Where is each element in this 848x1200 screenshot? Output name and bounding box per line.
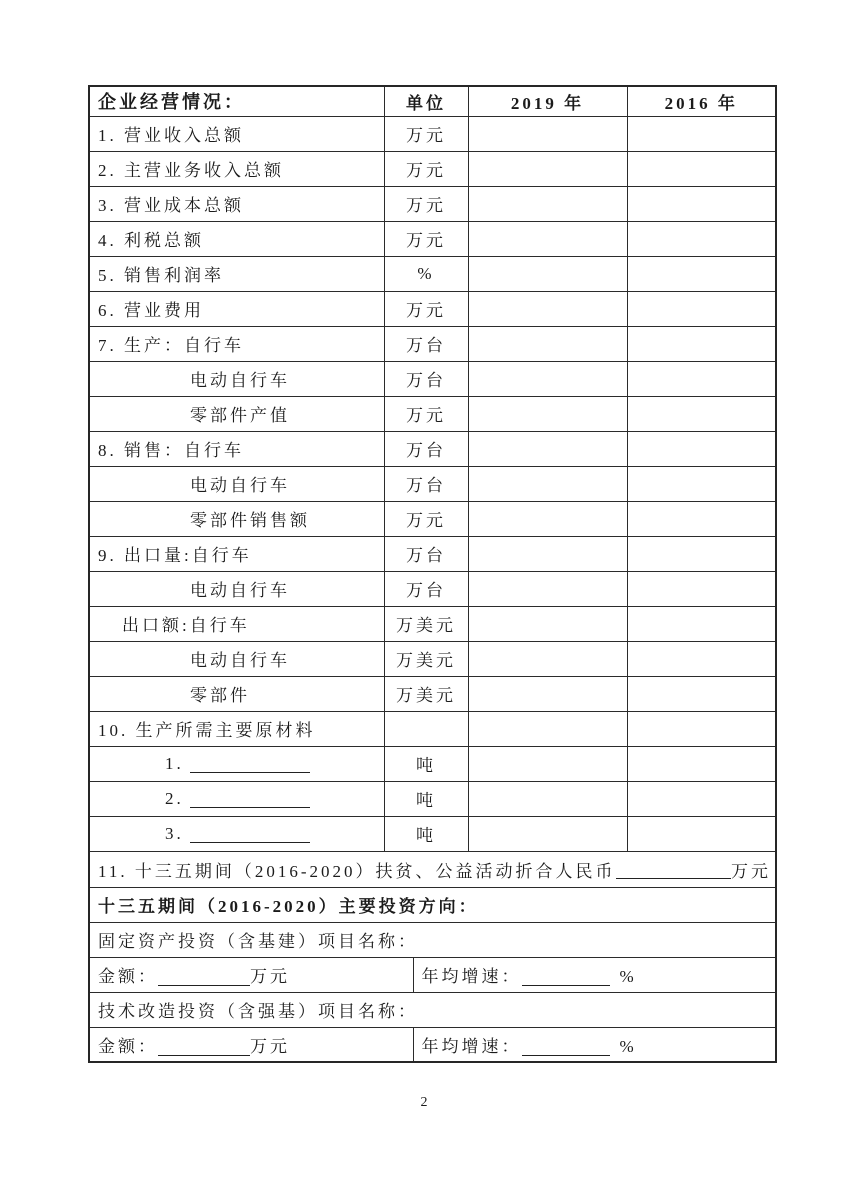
row-label: 9. 出口量:自行车	[89, 536, 384, 571]
row-label: 7. 生产：自行车	[89, 326, 384, 361]
table-row	[89, 291, 776, 326]
value-cell-2019	[468, 256, 627, 291]
unit-cell: 万台	[384, 571, 468, 606]
value-cell-2016	[627, 116, 776, 151]
growth-label: 年均增速：	[421, 1036, 522, 1056]
item11-row	[89, 851, 776, 887]
unit-cell: 万元	[384, 291, 468, 326]
row-label: 出口额:自行车	[89, 606, 384, 641]
header-title: 企业经营情况：	[89, 86, 384, 116]
row-label: 10. 生产所需主要原材料	[89, 711, 384, 746]
unit-cell: 万元	[384, 221, 468, 256]
row-label: 零部件产值	[89, 396, 384, 431]
amount-unit: 万元	[250, 1036, 290, 1056]
growth-unit: %	[619, 967, 637, 986]
header-2016: 2016 年	[627, 86, 776, 116]
unit-cell: 万台	[384, 361, 468, 396]
growth-blank-line	[522, 1039, 610, 1056]
value-cell-2019	[468, 221, 627, 256]
unit-cell: 万元	[384, 396, 468, 431]
tech-upgrade-row	[89, 992, 776, 1027]
material-row	[89, 781, 776, 816]
value-cell-2016	[627, 291, 776, 326]
row-label: 1. 营业收入总额	[89, 116, 384, 151]
amount-unit: 万元	[250, 967, 290, 986]
unit-cell: 万元	[384, 116, 468, 151]
table-row	[89, 361, 776, 396]
fixed-assets-label: 固定资产投资（含基建）项目名称：	[89, 922, 776, 957]
row-label: 4. 利税总额	[89, 221, 384, 256]
value-cell-2016	[627, 221, 776, 256]
value-cell-2016	[627, 256, 776, 291]
growth-label: 年均增速：	[421, 967, 522, 986]
table-row	[89, 711, 776, 746]
unit-cell: %	[384, 256, 468, 291]
value-cell-2016	[627, 536, 776, 571]
table-row	[89, 326, 776, 361]
row-label: 2. 主营业务收入总额	[89, 151, 384, 186]
material-label	[89, 781, 384, 816]
unit-cell: 吨	[384, 746, 468, 781]
row-label: 零部件	[89, 676, 384, 711]
value-cell-2016	[627, 151, 776, 186]
header-row	[89, 86, 776, 116]
value-cell-2016	[627, 746, 776, 781]
tech-upgrade-label: 技术改造投资（含强基）项目名称：	[89, 992, 776, 1027]
material-blank-line	[190, 826, 310, 843]
unit-cell: 万元	[384, 501, 468, 536]
table-row	[89, 571, 776, 606]
header-2019: 2019 年	[468, 86, 627, 116]
value-cell-2019	[468, 571, 627, 606]
business-situation-table	[88, 85, 777, 1063]
unit-cell: 万台	[384, 536, 468, 571]
amount-label: 金额：	[98, 967, 158, 986]
value-cell-2016	[627, 361, 776, 396]
value-cell-2016	[627, 396, 776, 431]
value-cell-2019	[468, 501, 627, 536]
table-row	[89, 151, 776, 186]
growth-cell	[413, 957, 776, 992]
value-cell-2019	[468, 396, 627, 431]
material-label	[89, 746, 384, 781]
value-cell-2019	[468, 536, 627, 571]
item11-cell	[89, 851, 776, 887]
value-cell-2016	[627, 781, 776, 816]
value-cell-2016	[627, 606, 776, 641]
table-row	[89, 676, 776, 711]
value-cell-2019	[468, 711, 627, 746]
table-row	[89, 221, 776, 256]
material-row	[89, 746, 776, 781]
row-label: 电动自行车	[89, 571, 384, 606]
amount-cell	[89, 1027, 413, 1062]
amount-blank-line	[158, 1039, 250, 1056]
table-row	[89, 606, 776, 641]
table-row	[89, 641, 776, 676]
investment-title-row	[89, 887, 776, 922]
value-cell-2019	[468, 641, 627, 676]
unit-cell: 万台	[384, 431, 468, 466]
row-label: 零部件销售额	[89, 501, 384, 536]
row-label: 电动自行车	[89, 361, 384, 396]
growth-blank-line	[522, 969, 610, 986]
value-cell-2019	[468, 816, 627, 851]
value-cell-2016	[627, 186, 776, 221]
unit-cell: 吨	[384, 816, 468, 851]
material-row	[89, 816, 776, 851]
material-label	[89, 816, 384, 851]
row-label: 3. 营业成本总额	[89, 186, 384, 221]
material-blank-line	[190, 791, 310, 808]
value-cell-2019	[468, 116, 627, 151]
value-cell-2019	[468, 676, 627, 711]
item11-blank-line	[616, 878, 731, 879]
amount-blank-line	[158, 969, 250, 986]
row-label: 6. 营业费用	[89, 291, 384, 326]
table-row	[89, 466, 776, 501]
value-cell-2016	[627, 816, 776, 851]
value-cell-2019	[468, 291, 627, 326]
value-cell-2019	[468, 151, 627, 186]
value-cell-2016	[627, 641, 776, 676]
row-label: 电动自行车	[89, 466, 384, 501]
material-blank-line	[190, 756, 310, 773]
amount-cell	[89, 957, 413, 992]
item11-text: 11. 十三五期间（2016-2020）扶贫、公益活动折合人民币	[98, 861, 616, 881]
material-number: 1.	[165, 753, 184, 773]
value-cell-2016	[627, 571, 776, 606]
unit-cell	[384, 711, 468, 746]
table-row	[89, 396, 776, 431]
unit-cell: 万美元	[384, 606, 468, 641]
table-row	[89, 186, 776, 221]
unit-cell: 万台	[384, 466, 468, 501]
value-cell-2019	[468, 361, 627, 396]
unit-cell: 吨	[384, 781, 468, 816]
row-label: 5. 销售利润率	[89, 256, 384, 291]
header-unit: 单位	[384, 86, 468, 116]
row-label: 电动自行车	[89, 641, 384, 676]
value-cell-2019	[468, 606, 627, 641]
table-row	[89, 256, 776, 291]
table-row	[89, 501, 776, 536]
material-number: 3.	[165, 823, 184, 843]
value-cell-2019	[468, 466, 627, 501]
unit-cell: 万美元	[384, 641, 468, 676]
fixed-assets-row	[89, 922, 776, 957]
investment-title: 十三五期间（2016-2020）主要投资方向：	[89, 887, 776, 922]
row-label: 8. 销售：自行车	[89, 431, 384, 466]
unit-cell: 万元	[384, 186, 468, 221]
value-cell-2016	[627, 466, 776, 501]
value-cell-2016	[627, 676, 776, 711]
material-number: 2.	[165, 788, 184, 808]
growth-cell	[413, 1027, 776, 1062]
unit-cell: 万元	[384, 151, 468, 186]
amount-label: 金额：	[98, 1036, 158, 1056]
page-number: 2	[420, 1095, 428, 1110]
table-row	[89, 116, 776, 151]
value-cell-2019	[468, 746, 627, 781]
unit-cell: 万台	[384, 326, 468, 361]
value-cell-2019	[468, 781, 627, 816]
fixed-assets-amount-row	[89, 957, 776, 992]
tech-upgrade-amount-row	[89, 1027, 776, 1062]
value-cell-2019	[468, 326, 627, 361]
growth-unit: %	[619, 1036, 637, 1056]
unit-cell: 万美元	[384, 676, 468, 711]
value-cell-2016	[627, 431, 776, 466]
value-cell-2016	[627, 326, 776, 361]
value-cell-2019	[468, 431, 627, 466]
value-cell-2019	[468, 186, 627, 221]
table-row	[89, 536, 776, 571]
value-cell-2016	[627, 711, 776, 746]
table-row	[89, 431, 776, 466]
item11-suffix: 万元	[731, 861, 771, 881]
value-cell-2016	[627, 501, 776, 536]
